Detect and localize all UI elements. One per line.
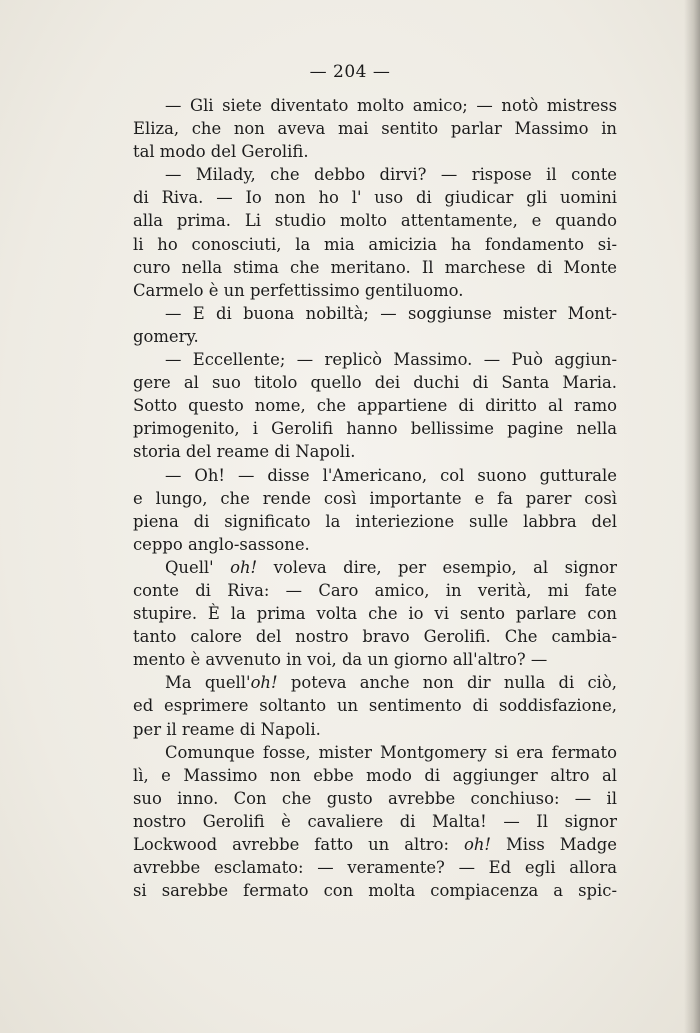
text-line: conte di Riva: — Caro amico, in verità, mi fate [133,580,617,600]
text-line: Sotto questo nome, che appartiene di diritto al ramo [133,396,617,416]
text-line: nostro Gerolifi è cavaliere di Malta! — Il signor [133,811,617,831]
text-line: e lungo, che rende così importante e fa parer così [133,488,617,508]
text-line: — Oh! — disse l'Americano, col suono gutturale [165,465,617,485]
text-line: Quell' oh! voleva dire, per esempio, al signor [165,557,617,577]
text-line: gomery. [133,326,199,346]
page-edge-shadow [684,0,700,1033]
text-line: Lockwood avrebbe fatto un altro: oh! Miss Madge [133,835,617,854]
text-line: ceppo anglo-sassone. [133,534,310,554]
emphasis: oh! [230,557,258,577]
text-line: mento è avvenuto in voi, da un giorno all'altro? — [133,650,548,670]
text-line: primogenito, i Gerolifi hanno bellissime pagine nella [133,419,617,439]
text-line: curo nella stima che meritano. Il marchese di Monte [133,257,617,277]
text-line: di Riva. — Io non ho l' uso di giudicar gli uomini [133,188,617,208]
text-line: Eliza, che non aveva mai sentito parlar Massimo in [133,119,617,139]
body-text [133,94,617,902]
text-line: lì, e Massimo non ebbe modo di aggiunger altro al [133,765,617,785]
emphasis: oh! [250,673,278,693]
emphasis: oh! [463,835,491,854]
text-line: Comunque fosse, mister Montgomery si era fermato [165,742,617,762]
page-number: — 204 — [309,62,391,82]
text-line: tanto calore del nostro bravo Gerolifi. Che cambia- [133,627,617,647]
text-line: gere al suo titolo quello dei duchi di Santa Maria. [133,373,617,393]
text-line: piena di significato la interiezione sulle labbra del [133,511,617,531]
text-line: — Gli siete diventato molto amico; — notò mistress [165,96,617,115]
text-line: — Milady, che debbo dirvi? — rispose il conte [165,165,617,185]
text-line: storia del reame di Napoli. [133,442,356,462]
text-line: avrebbe esclamato: — veramente? — Ed egli allora [133,858,617,878]
text-line: Carmelo è un perfettissimo gentiluomo. [133,280,464,300]
text-line: suo inno. Con che gusto avrebbe conchiuso: — il [133,788,617,808]
text-line: Ma quell'oh! poteva anche non dir nulla di ciò, [165,673,617,693]
text-line: ed esprimere soltanto un sentimento di soddisfazione, [133,696,617,716]
text-line: per il reame di Napoli. [133,719,321,739]
text-line: tal modo del Gerolifi. [133,142,309,162]
text-line: alla prima. Li studio molto attentamente, e quando [133,211,617,231]
text-line: stupire. È la prima volta che io vi sento parlare con [133,604,617,624]
text-line: — E di buona nobiltà; — soggiunse mister Mont- [165,303,617,323]
text-line: — Eccellente; — replicò Massimo. — Può aggiun- [165,350,617,370]
text-line: li ho conosciuti, la mia amicizia ha fondamento si- [133,234,617,254]
text-line: si sarebbe fermato con molta compiacenza a spic- [133,881,617,901]
